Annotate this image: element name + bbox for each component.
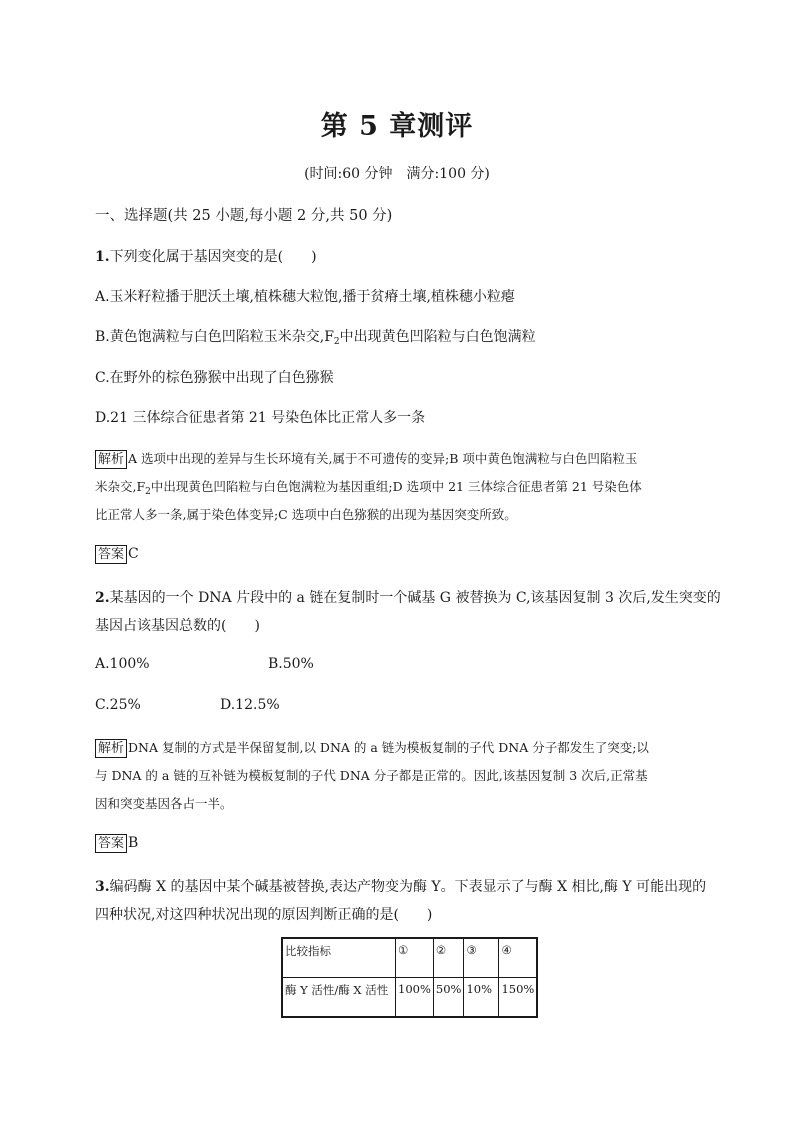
q1-option-a: A.玉米籽粒播于肥沃土壤,植株穗大粒饱,播于贫瘠土壤,植株穗小粒瘪 xyxy=(95,289,515,305)
time-score-info: (时间:60 分钟 满分:100 分) xyxy=(304,166,490,182)
q3-number: 3. xyxy=(95,879,110,895)
table-cell: 酶 Y 活性/酶 X 活性 xyxy=(282,978,396,1018)
table-header-cell: ① xyxy=(396,938,434,978)
q2-stem-line1 xyxy=(95,587,721,607)
q2-option-a: A.100% xyxy=(95,656,150,672)
q1-option-b-post: 中出现黄色凹陷粒与白色饱满粒 xyxy=(339,329,536,345)
q1-analysis-line1 xyxy=(95,449,637,469)
table-header-cell: ③ xyxy=(464,938,499,978)
q1-option-b-sub: 2 xyxy=(333,337,340,347)
q3-stem-line1 xyxy=(95,876,706,896)
answer-label: 答案 xyxy=(95,545,127,564)
q2-stem-line2: 基因占该基因总数的( ) xyxy=(95,618,260,634)
table-header-row xyxy=(282,938,537,978)
q2-option-d: D.12.5% xyxy=(220,697,280,713)
q1-analysis-sub: 2 xyxy=(145,487,151,497)
q2-analysis-line1 xyxy=(95,738,649,758)
page-title: 第 5 章测评 xyxy=(320,111,474,142)
table-cell: 150% xyxy=(499,978,537,1018)
q1-analysis-text1: A 选项中出现的差异与生长环境有关,属于不可遗传的变异;B 项中黄色饱满粒与白色凹陷粒玉 xyxy=(128,451,638,466)
q2-answer xyxy=(95,834,138,853)
q1-answer xyxy=(95,545,139,564)
q2-option-c: C.25% xyxy=(95,697,141,713)
q1-analysis-line3: 比正常人多一条,属于染色体变异;C 选项中白色猕猴的出现为基因突变所致。 xyxy=(95,507,517,522)
enzyme-comparison-table xyxy=(281,937,538,1018)
q2-analysis-line3: 因和突变基因各占一半。 xyxy=(95,796,233,811)
analysis-label: 解析 xyxy=(95,450,127,469)
table-cell: 100% xyxy=(396,978,434,1018)
table-cell: 50% xyxy=(433,978,464,1018)
q3-stem-text1: 编码酶 X 的基因中某个碱基被替换,表达产物变为酶 Y。下表显示了与酶 X 相比,酶 Y 可能出现的 xyxy=(109,879,707,895)
table-row xyxy=(282,978,537,1018)
table-header-cell: 比较指标 xyxy=(282,938,396,978)
q1-answer-value: C xyxy=(128,546,139,562)
q1-option-b-pre: B.黄色饱满粒与白色凹陷粒玉米杂交,F xyxy=(95,329,334,345)
table-header-cell: ④ xyxy=(499,938,537,978)
section-heading: 一、选择题(共 25 小题,每小题 2 分,共 50 分) xyxy=(95,208,393,224)
q1-number: 1. xyxy=(95,249,110,265)
analysis-label: 解析 xyxy=(95,739,127,758)
q1-option-b xyxy=(95,326,536,347)
q1-option-d: D.21 三体综合征患者第 21 号染色体比正常人多一条 xyxy=(95,410,426,426)
table-cell: 10% xyxy=(464,978,499,1018)
table-header-cell: ② xyxy=(433,938,464,978)
q2-answer-value: B xyxy=(128,835,139,851)
q2-analysis-text1: DNA 复制的方式是半保留复制,以 DNA 的 a 链为模板复制的子代 DNA 分子都发生了突变;以 xyxy=(128,740,649,755)
q1-analysis-line2 xyxy=(95,477,642,497)
answer-label: 答案 xyxy=(95,834,127,853)
q1-analysis-text2-pre: 米杂交,F xyxy=(95,479,146,494)
q1-analysis-text2-post: 中出现黄色凹陷粒与白色饱满粒为基因重组;D 选项中 21 三体综合征患者第 21 号染色体 xyxy=(150,479,642,494)
q2-option-b: B.50% xyxy=(268,656,314,672)
q1-option-c: C.在野外的棕色猕猴中出现了白色猕猴 xyxy=(95,370,334,386)
q1-stem-text: 下列变化属于基因突变的是( ) xyxy=(109,249,317,265)
q2-analysis-line2: 与 DNA 的 a 链的互补链为模板复制的子代 DNA 分子都是正常的。因此,该基因复制 3 次后,正常基 xyxy=(95,768,648,783)
q1-stem xyxy=(95,246,317,266)
q2-number: 2. xyxy=(95,590,110,606)
q2-stem-text1: 某基因的一个 DNA 片段中的 a 链在复制时一个碱基 G 被替换为 C,该基因复制 3 次后,发生突变的 xyxy=(109,590,721,606)
q3-stem-line2: 四种状况,对这四种状况出现的原因判断正确的是( ) xyxy=(95,907,433,923)
